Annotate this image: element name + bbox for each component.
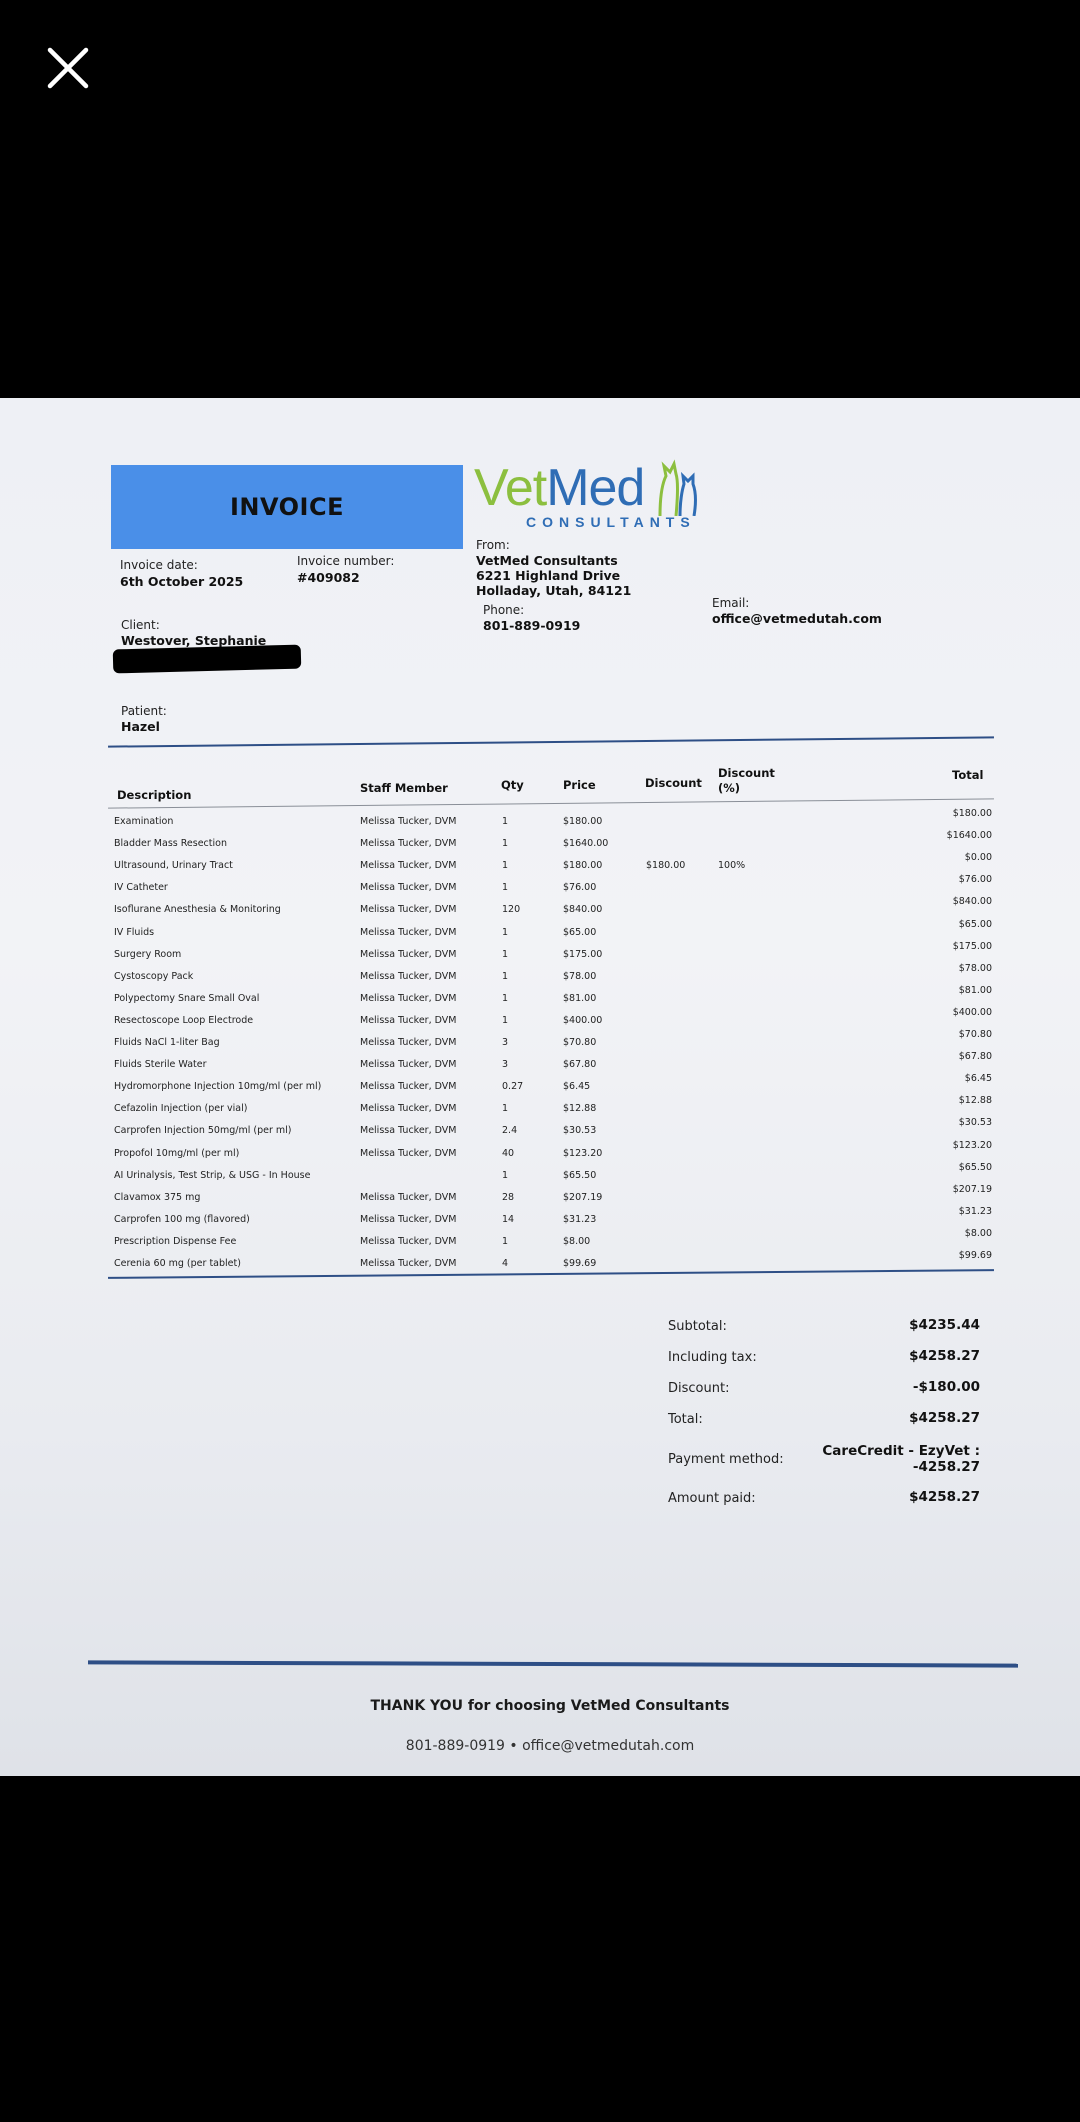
cell-description: Bladder Mass Resection — [114, 838, 227, 850]
cell-total: $207.19 — [952, 1183, 992, 1195]
cell-description: Fluids Sterile Water — [114, 1059, 207, 1071]
table-row — [0, 1139, 1080, 1168]
logo-wordmark: VetMed — [474, 459, 645, 517]
cell-price: $180.00 — [563, 816, 603, 827]
cell-staff: Melissa Tucker, DVM — [360, 1014, 457, 1026]
total-label: Total: — [668, 1412, 703, 1427]
cell-description: Cystoscopy Pack — [114, 970, 194, 982]
cell-price: $76.00 — [563, 882, 597, 894]
cell-qty: 3 — [502, 1037, 509, 1048]
cell-discount: $180.00 — [646, 860, 686, 872]
column-header-qty: Qty — [501, 778, 524, 792]
tax-value: $4258.27 — [909, 1348, 980, 1364]
cell-staff: Melissa Tucker, DVM — [360, 1191, 457, 1203]
table-row — [0, 1227, 1080, 1256]
column-header-discount-pct: Discount — [718, 766, 775, 780]
cell-description: Examination — [114, 816, 174, 827]
sender-address-line2: Holladay, Utah, 84121 — [476, 583, 632, 598]
cell-description: Isoflurane Anesthesia & Monitoring — [114, 904, 281, 916]
cell-description: Propofol 10mg/ml (per ml) — [114, 1147, 240, 1159]
cell-qty: 2.4 — [502, 1125, 518, 1137]
cell-discount-pct: 100% — [718, 860, 746, 872]
cell-price: $207.19 — [563, 1191, 603, 1203]
total-value: $4258.27 — [909, 1410, 980, 1426]
cell-price: $78.00 — [563, 970, 597, 982]
cell-description: Carprofen 100 mg (flavored) — [114, 1213, 250, 1225]
amount-paid-label: Amount paid: — [668, 1491, 756, 1506]
cell-qty: 1 — [502, 838, 509, 850]
cell-price: $840.00 — [563, 904, 603, 916]
cell-total: $123.20 — [952, 1139, 992, 1151]
cell-total: $0.00 — [964, 852, 992, 864]
cell-price: $31.23 — [563, 1213, 597, 1225]
cell-staff: Melissa Tucker, DVM — [360, 838, 457, 850]
cell-qty: 120 — [502, 904, 521, 916]
cell-total: $1640.00 — [946, 830, 992, 842]
client-name: Westover, Stephanie — [121, 633, 267, 648]
cell-price: $99.69 — [563, 1258, 597, 1269]
cell-staff: Melissa Tucker, DVM — [360, 1147, 457, 1159]
cell-staff: Melissa Tucker, DVM — [360, 904, 457, 916]
column-header-total: Total — [952, 768, 984, 782]
table-row — [0, 1117, 1080, 1145]
invoice-date: 6th October 2025 — [120, 574, 244, 589]
patient-name: Hazel — [121, 719, 160, 734]
cell-staff: Melissa Tucker, DVM — [360, 1037, 457, 1048]
column-header-discount: Discount — [645, 776, 702, 790]
cell-qty: 28 — [502, 1191, 515, 1203]
cell-qty: 4 — [502, 1258, 509, 1269]
cell-staff: Melissa Tucker, DVM — [360, 970, 457, 982]
sender-phone: 801-889-0919 — [483, 618, 581, 633]
table-row — [0, 874, 1080, 902]
cell-price: $12.88 — [563, 1103, 597, 1115]
payment-method-line2: -4258.27 — [912, 1459, 980, 1475]
phone-label: Phone: — [483, 603, 525, 617]
cell-staff: Melissa Tucker, DVM — [360, 882, 457, 894]
cell-qty: 1 — [502, 1235, 509, 1247]
footer-contact: 801-889-0919 • office@vetmedutah.com — [405, 1738, 695, 1754]
invoice-heading: INVOICE — [111, 465, 463, 549]
cell-staff: Melissa Tucker, DVM — [360, 926, 457, 938]
cell-staff: Melissa Tucker, DVM — [360, 1081, 457, 1093]
cell-qty: 1 — [502, 1103, 509, 1115]
cell-total: $8.00 — [964, 1227, 992, 1239]
table-row — [0, 830, 1080, 858]
table-row — [0, 1051, 1080, 1079]
discount-value: -$180.00 — [912, 1379, 980, 1395]
cell-price: $67.80 — [563, 1059, 597, 1071]
column-header-price: Price — [563, 778, 596, 792]
cell-total: $180.00 — [952, 808, 992, 819]
table-row — [0, 896, 1080, 924]
table-row — [0, 1073, 1080, 1101]
table-row — [0, 1161, 1080, 1190]
payment-method-value — [822, 1443, 980, 1475]
invoice-date-label: Invoice date: — [120, 558, 198, 572]
cell-qty: 1 — [502, 860, 509, 872]
client-label: Client: — [121, 618, 160, 632]
cell-qty: 1 — [502, 1014, 509, 1026]
sender-email: office@vetmedutah.com — [712, 611, 882, 626]
cell-staff: Melissa Tucker, DVM — [360, 1103, 457, 1115]
cell-price: $400.00 — [563, 1014, 603, 1026]
cell-total: $65.00 — [958, 918, 992, 930]
subtotal-label: Subtotal: — [668, 1319, 727, 1334]
cell-total: $30.53 — [958, 1117, 992, 1129]
cell-price: $70.80 — [563, 1037, 597, 1048]
header-divider — [108, 798, 994, 808]
cell-staff: Melissa Tucker, DVM — [360, 860, 457, 872]
dog-cat-logo-icon — [652, 458, 702, 516]
table-top-rule — [108, 736, 994, 747]
table-row — [0, 1006, 1080, 1035]
cell-staff: Melissa Tucker, DVM — [360, 1258, 457, 1269]
cell-description: Polypectomy Snare Small Oval — [114, 992, 260, 1004]
cell-total: $840.00 — [952, 896, 992, 908]
patient-label: Patient: — [121, 704, 167, 718]
cell-qty: 3 — [502, 1059, 509, 1071]
cell-price: $175.00 — [563, 948, 603, 960]
column-header-staff: Staff Member — [360, 781, 448, 795]
invoice-number: #409082 — [297, 570, 360, 585]
cell-description: Fluids NaCl 1-liter Bag — [114, 1037, 220, 1048]
cell-description: Ultrasound, Urinary Tract — [114, 860, 233, 872]
cell-qty: 1 — [502, 1169, 509, 1181]
table-row — [0, 984, 1080, 1013]
cell-price: $180.00 — [563, 860, 603, 872]
cell-price: $65.00 — [563, 926, 597, 938]
table-row — [0, 1029, 1080, 1057]
table-row — [0, 1183, 1080, 1212]
cell-price: $30.53 — [563, 1125, 597, 1137]
cell-total: $175.00 — [952, 940, 992, 952]
cell-description: Prescription Dispense Fee — [114, 1235, 237, 1247]
cell-description: Hydromorphone Injection 10mg/ml (per ml) — [114, 1081, 322, 1093]
sender-address-line1: 6221 Highland Drive — [476, 568, 621, 583]
invoice-number-label: Invoice number: — [297, 554, 395, 568]
cell-description: IV Fluids — [114, 926, 155, 938]
cell-staff: Melissa Tucker, DVM — [360, 948, 457, 960]
payment-method-label: Payment method: — [668, 1452, 784, 1467]
logo-subtitle: CONSULTANTS — [526, 514, 696, 530]
column-header-discount-pct-unit: (%) — [718, 781, 741, 795]
cell-description: Cefazolin Injection (per vial) — [114, 1103, 248, 1115]
footer-rule — [88, 1660, 1018, 1667]
cell-qty: 40 — [502, 1147, 515, 1159]
cell-description: Carprofen Injection 50mg/ml (per ml) — [114, 1125, 292, 1137]
cell-price: $8.00 — [563, 1235, 591, 1247]
payment-method-line1: CareCredit - EzyVet : — [822, 1443, 980, 1459]
invoice-document — [0, 398, 1080, 1776]
redaction-mark — [113, 645, 302, 674]
cell-total: $12.88 — [958, 1095, 992, 1107]
cell-staff: Melissa Tucker, DVM — [360, 816, 457, 827]
cell-total: $76.00 — [958, 874, 992, 886]
cell-total: $31.23 — [958, 1205, 992, 1217]
cell-description: Surgery Room — [114, 948, 182, 960]
cell-price: $81.00 — [563, 992, 597, 1004]
cell-total: $6.45 — [964, 1073, 992, 1085]
discount-label: Discount: — [668, 1381, 730, 1396]
table-row — [0, 940, 1080, 969]
cell-total: $81.00 — [958, 984, 992, 996]
table-row — [0, 852, 1080, 880]
cell-price: $6.45 — [563, 1081, 591, 1093]
cell-description: Clavamox 375 mg — [114, 1191, 201, 1203]
table-row — [0, 918, 1080, 947]
cell-total: $400.00 — [952, 1006, 992, 1018]
cell-staff: Melissa Tucker, DVM — [360, 1059, 457, 1071]
cell-staff: Melissa Tucker, DVM — [360, 992, 457, 1004]
vetmed-logo — [474, 458, 704, 538]
email-label: Email: — [712, 596, 750, 610]
cell-qty: 14 — [502, 1213, 515, 1225]
cell-price: $65.50 — [563, 1169, 597, 1181]
table-row — [0, 962, 1080, 991]
cell-staff: Melissa Tucker, DVM — [360, 1213, 457, 1225]
cell-description: Resectoscope Loop Electrode — [114, 1014, 254, 1026]
cell-qty: 1 — [502, 948, 509, 960]
close-icon — [44, 44, 92, 92]
cell-qty: 1 — [502, 970, 509, 982]
table-row — [0, 1095, 1080, 1123]
sender-name: VetMed Consultants — [476, 553, 618, 568]
column-header-description: Description — [117, 788, 192, 802]
cell-description: AI Urinalysis, Test Strip, & USG - In House — [114, 1169, 311, 1181]
close-button[interactable] — [44, 44, 92, 92]
cell-price: $1640.00 — [563, 838, 609, 850]
table-row — [0, 808, 1080, 836]
cell-description: IV Catheter — [114, 882, 168, 894]
cell-staff: Melissa Tucker, DVM — [360, 1125, 457, 1137]
tax-label: Including tax: — [668, 1350, 757, 1365]
cell-total: $65.50 — [958, 1161, 992, 1173]
amount-paid-value: $4258.27 — [909, 1489, 980, 1505]
cell-price: $123.20 — [563, 1147, 603, 1159]
cell-total: $70.80 — [958, 1029, 992, 1040]
cell-description: Cerenia 60 mg (per tablet) — [114, 1258, 241, 1269]
subtotal-value: $4235.44 — [909, 1317, 980, 1333]
cell-qty: 1 — [502, 882, 509, 894]
cell-qty: 1 — [502, 992, 509, 1004]
from-label: From: — [476, 538, 510, 552]
cell-total: $78.00 — [958, 962, 992, 974]
cell-total: $99.69 — [958, 1250, 992, 1261]
cell-qty: 0.27 — [502, 1081, 524, 1093]
thank-you-message: THANK YOU for choosing VetMed Consultants — [370, 1698, 730, 1714]
cell-qty: 1 — [502, 816, 509, 827]
cell-staff: Melissa Tucker, DVM — [360, 1235, 457, 1247]
table-row — [0, 1205, 1080, 1234]
cell-total: $67.80 — [958, 1051, 992, 1063]
cell-qty: 1 — [502, 926, 509, 938]
